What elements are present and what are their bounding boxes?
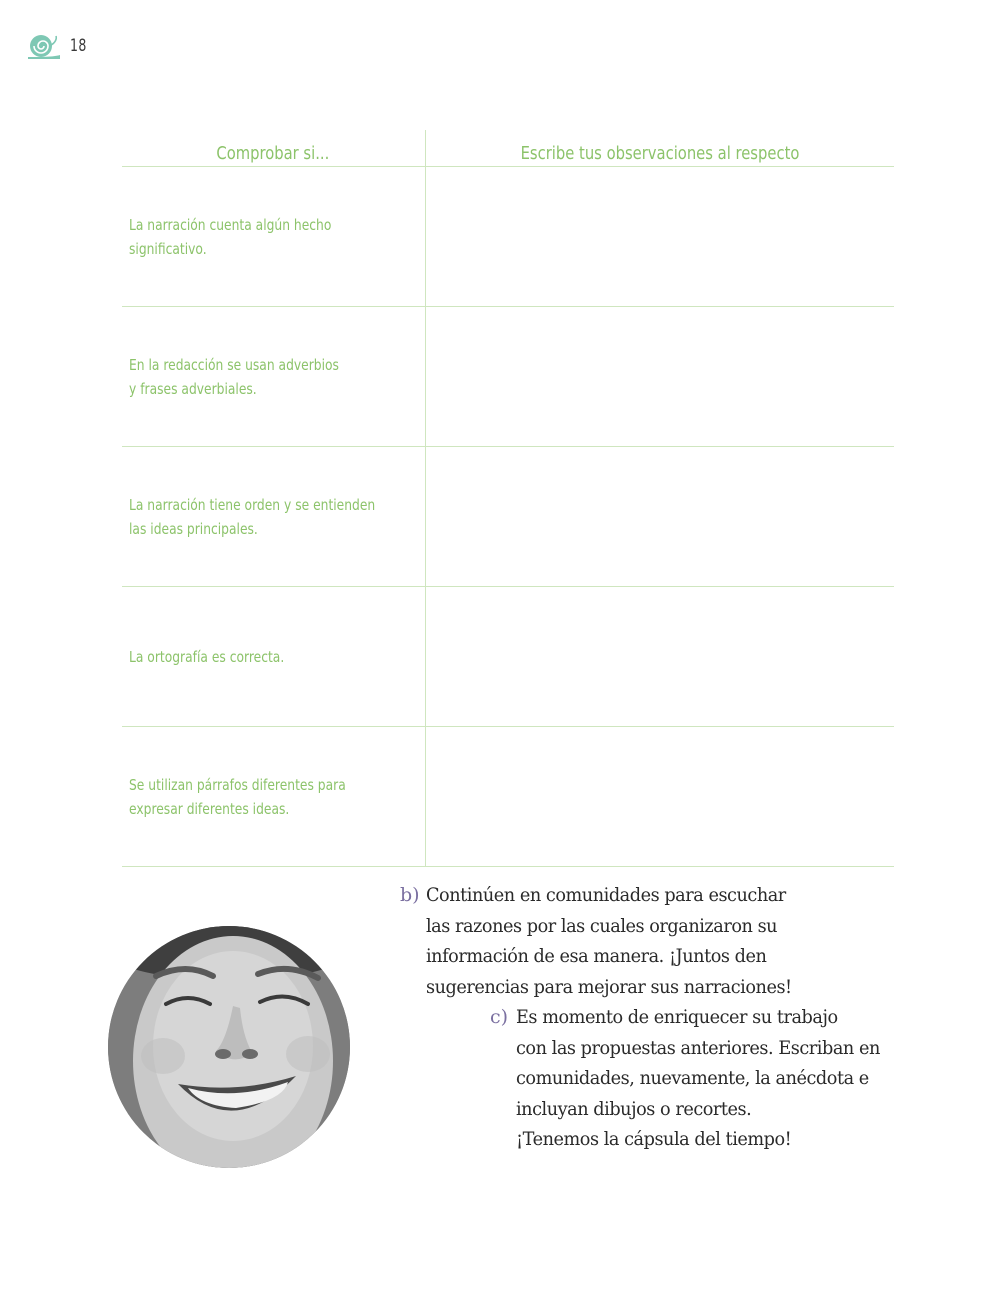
- observation-cell[interactable]: [425, 727, 894, 867]
- page-number: 18: [70, 36, 87, 56]
- table-row: [122, 307, 894, 447]
- instruction-text-c: Es momento de enriquecer su trabajo con las propuestas anteriores. Escriban en comunidades, nuevamente, la anécdota e incluyan dibujos o recortes. ¡Tenemos la cápsula del tiempo!: [516, 1006, 880, 1150]
- table-row: [122, 167, 894, 307]
- smiling-child-photo: [108, 926, 350, 1168]
- snail-icon: [26, 31, 62, 61]
- criterion-cell: La narración cuenta algún hecho significativo.: [122, 167, 425, 307]
- column-header-observations: Escribe tus observaciones al respecto: [425, 130, 894, 167]
- observation-cell[interactable]: [425, 587, 894, 727]
- observation-cell[interactable]: [425, 447, 894, 587]
- observation-cell[interactable]: [425, 167, 894, 307]
- instruction-c: [490, 1002, 916, 1155]
- instructions: [400, 880, 900, 1155]
- checklist-table: [122, 130, 894, 867]
- criterion-cell: En la redacción se usan adverbios y frases adverbiales.: [122, 307, 425, 447]
- criterion-cell: Se utilizan párrafos diferentes para expresar diferentes ideas.: [122, 727, 425, 867]
- table-row: [122, 447, 894, 587]
- page-header: [26, 30, 90, 62]
- criterion-cell: La narración tiene orden y se entienden las ideas principales.: [122, 447, 425, 587]
- criterion-cell: La ortografía es correcta.: [122, 587, 425, 727]
- column-header-check: Comprobar si...: [122, 130, 425, 167]
- instruction-text-b: Continúen en comunidades para escuchar las razones por las cuales organizaron su información de esa manera. ¡Juntos den sugerencias para mejorar sus narraciones!: [426, 884, 792, 998]
- instruction-b: [400, 880, 846, 1002]
- table-row: [122, 727, 894, 867]
- table-row: [122, 587, 894, 727]
- instruction-letter-b: b): [400, 884, 420, 906]
- instruction-letter-c: c): [490, 1006, 509, 1028]
- observation-cell[interactable]: [425, 307, 894, 447]
- table-header-row: [122, 130, 894, 167]
